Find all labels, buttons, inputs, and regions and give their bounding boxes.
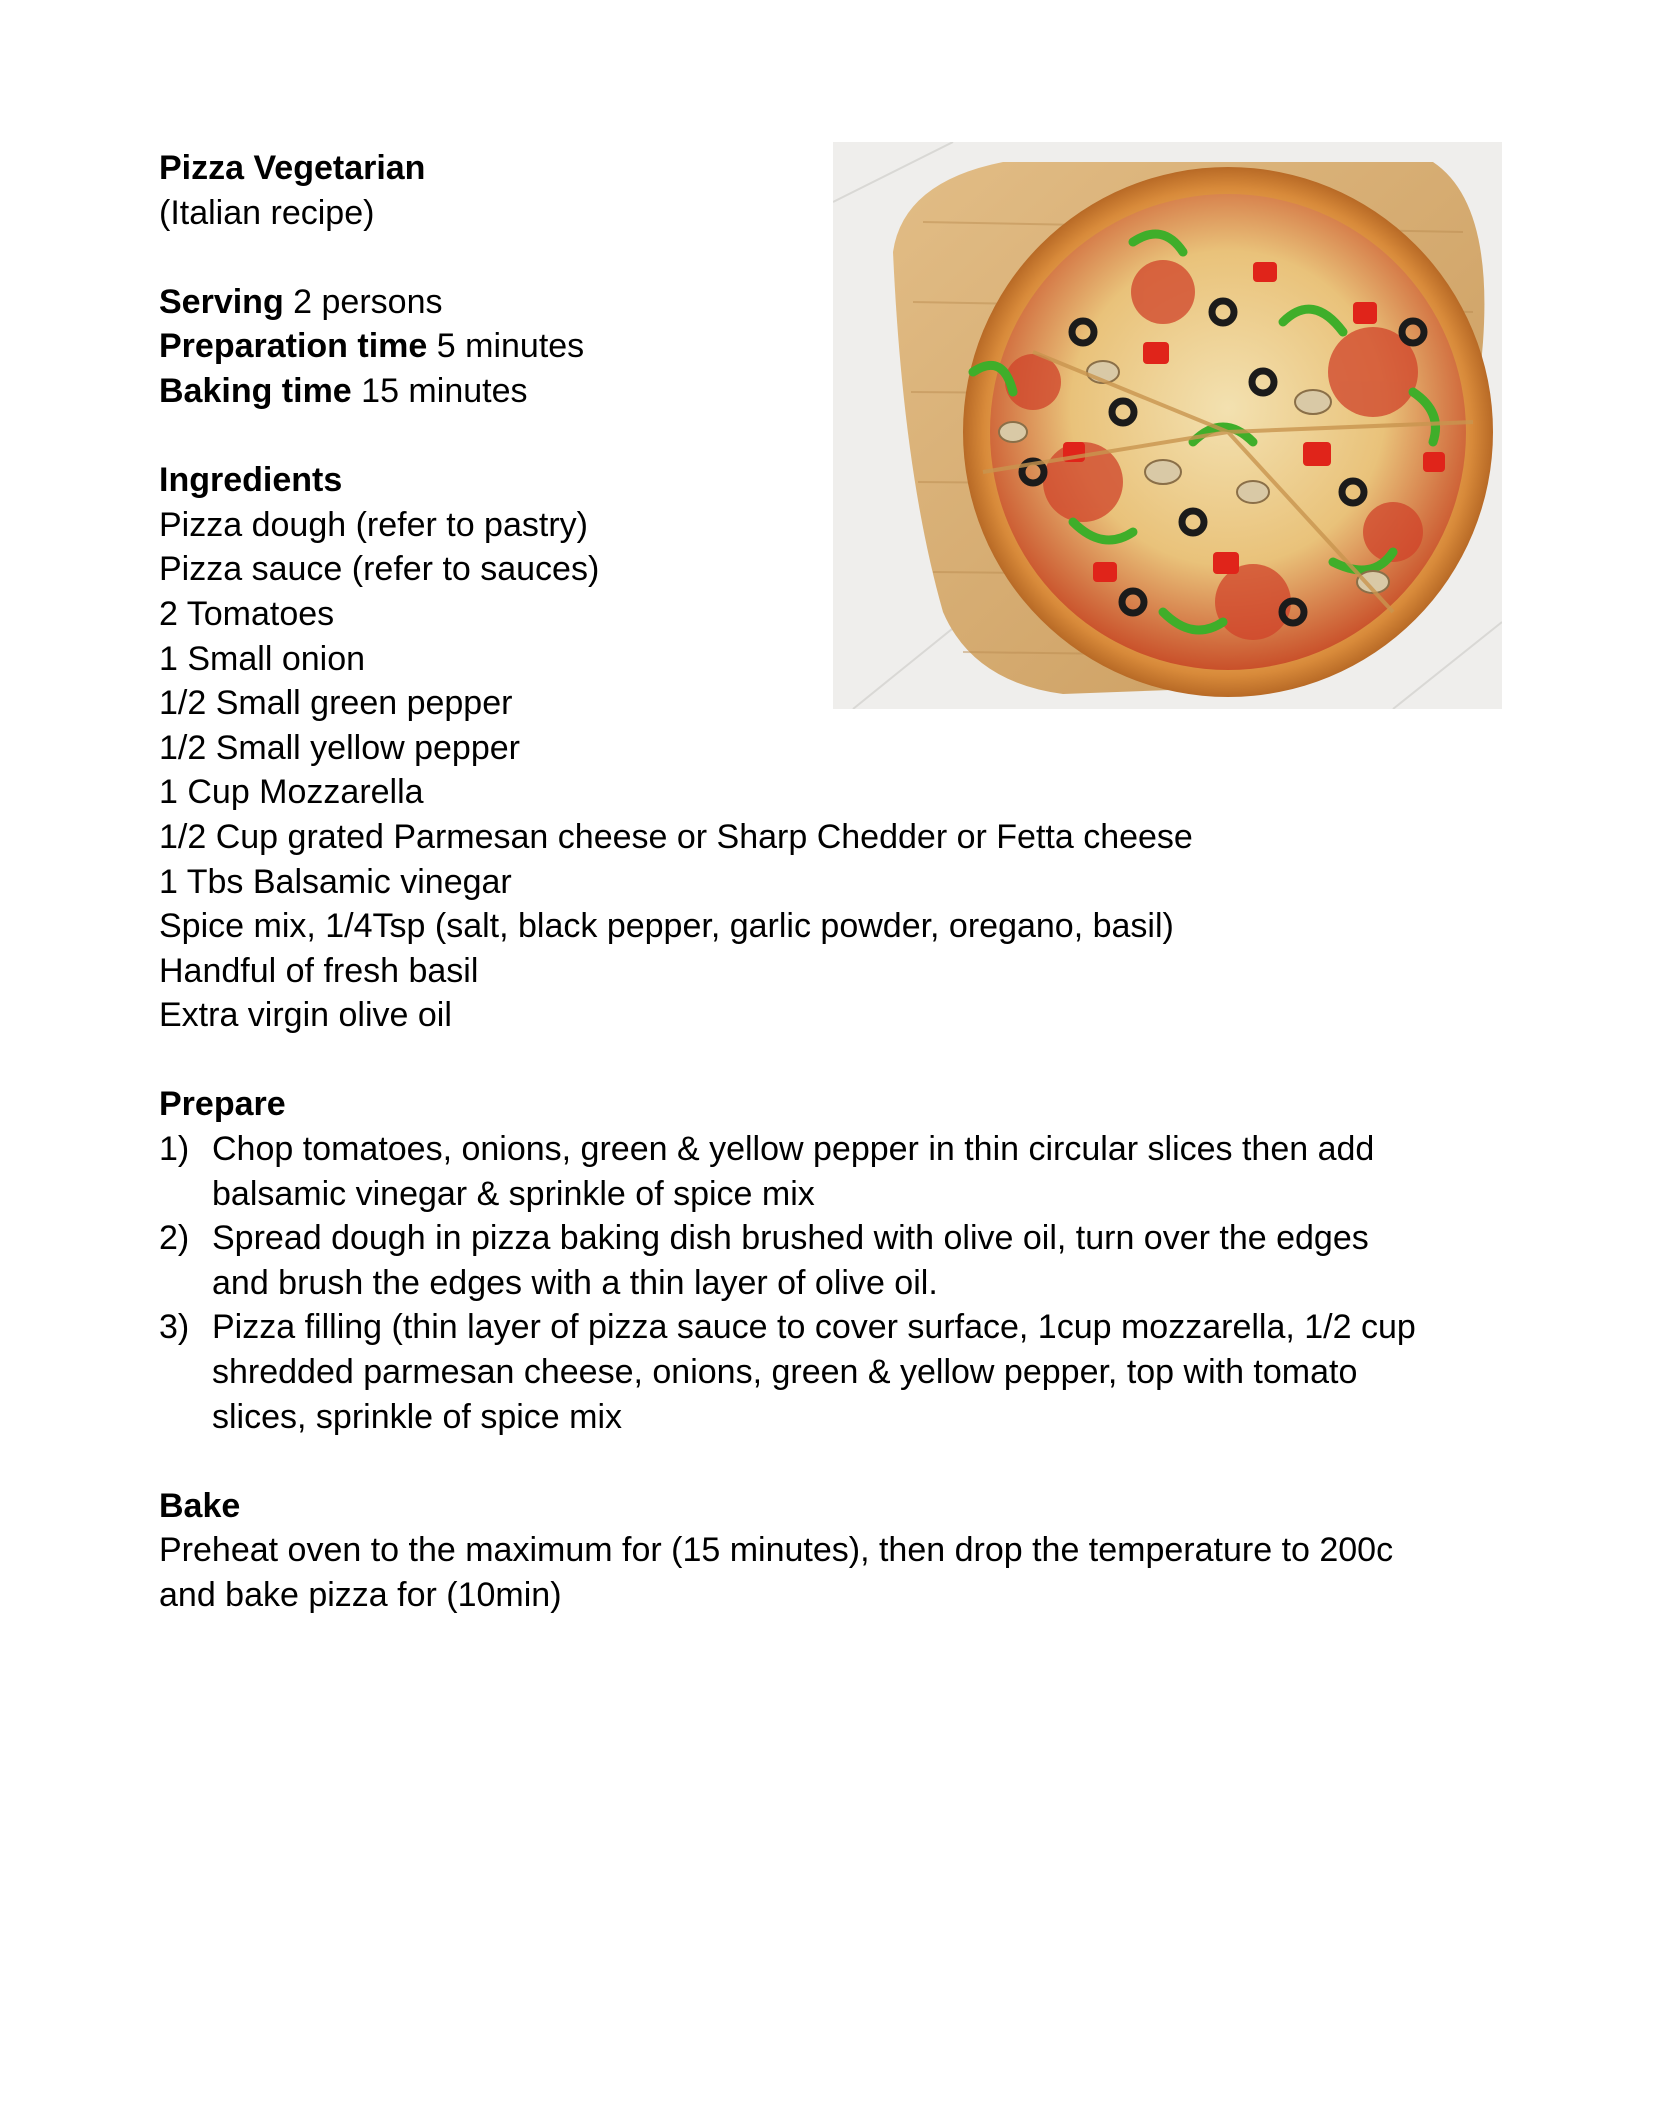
bake-line: Preheat oven to the maximum for (15 minutes), then drop the temperature to 200c [159, 1531, 1394, 1570]
step-line: Chop tomatoes, onions, green & yellow pepper in thin circular slices then add [212, 1130, 1375, 1169]
step-line: Pizza filling (thin layer of pizza sauce to cover surface, 1cup mozzarella, 1/2 cup [212, 1308, 1416, 1347]
ingredients-heading: Ingredients [159, 461, 343, 500]
pizza-photo-icon [833, 142, 1502, 709]
prepare-step [159, 1216, 1652, 1305]
step-number: 3) [159, 1308, 190, 1347]
ingredient-item: 1/2 Cup grated Parmesan cheese or Sharp Chedder or Fetta cheese [159, 817, 1193, 856]
recipe-subtitle: (Italian recipe) [159, 193, 375, 232]
pizza-photo [833, 142, 1502, 709]
bake-line: and bake pizza for (10min) [159, 1576, 562, 1614]
meta-baking-time: Baking time 15 minutes [159, 371, 528, 410]
ingredient-item: Pizza sauce (refer to sauces) [159, 550, 600, 589]
step-number: 2) [159, 1219, 190, 1258]
prepare-steps [159, 1127, 1509, 1439]
ingredient-item: 1 Small onion [159, 639, 366, 678]
ingredient-item: Spice mix, 1/4Tsp (salt, black pepper, garlic powder, oregano, basil) [159, 907, 1174, 946]
meta-preparation-time: Preparation time 5 minutes [159, 327, 585, 366]
step-number: 1) [159, 1130, 190, 1169]
ingredient-item: 1/2 Small yellow pepper [159, 728, 520, 767]
meta-serving: Serving 2 persons [159, 282, 443, 321]
step-line: slices, sprinkle of spice mix [212, 1397, 623, 1436]
prepare-heading: Prepare [159, 1085, 286, 1124]
ingredient-item: Pizza dough (refer to pastry) [159, 505, 588, 544]
step-line: shredded parmesan cheese, onions, green & yellow pepper, top with tomato [212, 1353, 1358, 1392]
ingredient-item: 1 Tbs Balsamic vinegar [159, 862, 512, 901]
ingredient-item: Extra virgin olive oil [159, 996, 452, 1035]
ingredient-item: Handful of fresh basil [159, 951, 479, 990]
bake-heading: Bake [159, 1486, 241, 1525]
recipe-title: Pizza Vegetarian [159, 149, 426, 187]
prepare-step [159, 1127, 1652, 1216]
ingredient-item: 2 Tomatoes [159, 594, 335, 633]
step-line: Spread dough in pizza baking dish brushed with olive oil, turn over the edges [212, 1219, 1369, 1258]
prepare-step [159, 1305, 1652, 1439]
step-line: balsamic vinegar & sprinkle of spice mix [212, 1174, 815, 1213]
ingredient-item: 1/2 Small green pepper [159, 684, 513, 723]
ingredient-item: 1 Cup Mozzarella [159, 773, 424, 812]
step-line: and brush the edges with a thin layer of olive oil. [212, 1263, 938, 1302]
